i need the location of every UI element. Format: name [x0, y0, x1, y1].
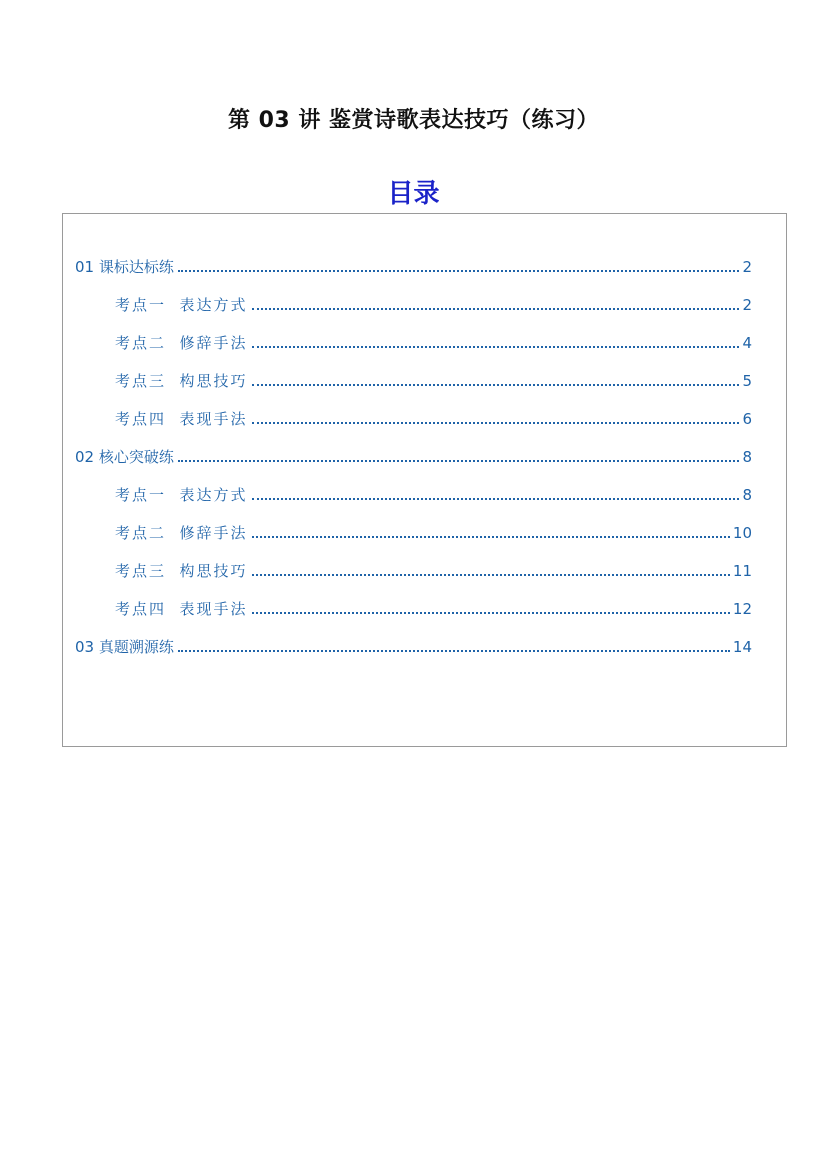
toc-entry-point-4-technique[interactable] [75, 390, 752, 428]
dot-leader [178, 269, 740, 272]
toc-page-number: 10 [732, 524, 752, 542]
toc-page-number: 5 [742, 372, 752, 390]
toc-heading: 目录 [387, 179, 440, 209]
dot-leader [252, 573, 730, 576]
toc-page-number: 4 [742, 334, 752, 352]
toc-entry-label: 考点一 表达方式 [115, 486, 248, 504]
toc-entry-label: 考点二 修辞手法 [115, 524, 248, 542]
toc-entry-01-standard-practice[interactable] [75, 238, 752, 276]
dot-leader [252, 611, 730, 614]
dot-leader [252, 383, 740, 386]
toc-page-number: 2 [742, 258, 752, 276]
toc-page-number: 12 [732, 600, 752, 618]
toc-entry-label: 考点四 表现手法 [115, 600, 248, 618]
dot-leader [178, 459, 740, 462]
toc-entry-label: 02 核心突破练 [75, 448, 174, 466]
dot-leader [178, 649, 730, 652]
dot-leader [252, 307, 740, 310]
table-of-contents [75, 238, 752, 656]
toc-entry-point-2-rhetoric[interactable] [75, 314, 752, 352]
toc-page-number: 6 [742, 410, 752, 428]
toc-entry-label: 考点二 修辞手法 [115, 334, 248, 352]
toc-entry-label: 考点三 构思技巧 [115, 372, 248, 390]
toc-entry-point-1-expression[interactable] [75, 276, 752, 314]
toc-page-number: 14 [732, 638, 752, 656]
toc-entry-02-core-practice[interactable] [75, 428, 752, 466]
toc-entry-point-3-structure[interactable] [75, 542, 752, 580]
toc-entry-point-3-structure[interactable] [75, 352, 752, 390]
toc-entry-label: 03 真题溯源练 [75, 638, 174, 656]
toc-entry-label: 考点四 表现手法 [115, 410, 248, 428]
dot-leader [252, 497, 740, 500]
document-title: 第 03 讲 鉴赏诗歌表达技巧（练习） [227, 108, 600, 133]
dot-leader [252, 421, 740, 424]
toc-page-number: 2 [742, 296, 752, 314]
toc-page-number: 8 [742, 448, 752, 466]
toc-entry-03-past-exam-practice[interactable] [75, 618, 752, 656]
toc-page-number: 8 [742, 486, 752, 504]
dot-leader [252, 535, 730, 538]
toc-entry-point-1-expression[interactable] [75, 466, 752, 504]
toc-entry-point-2-rhetoric[interactable] [75, 504, 752, 542]
toc-entry-label: 考点三 构思技巧 [115, 562, 248, 580]
toc-entry-label: 考点一 表达方式 [115, 296, 248, 314]
toc-entry-point-4-technique[interactable] [75, 580, 752, 618]
dot-leader [252, 345, 740, 348]
toc-page-number: 11 [732, 562, 752, 580]
toc-entry-label: 01 课标达标练 [75, 258, 174, 276]
